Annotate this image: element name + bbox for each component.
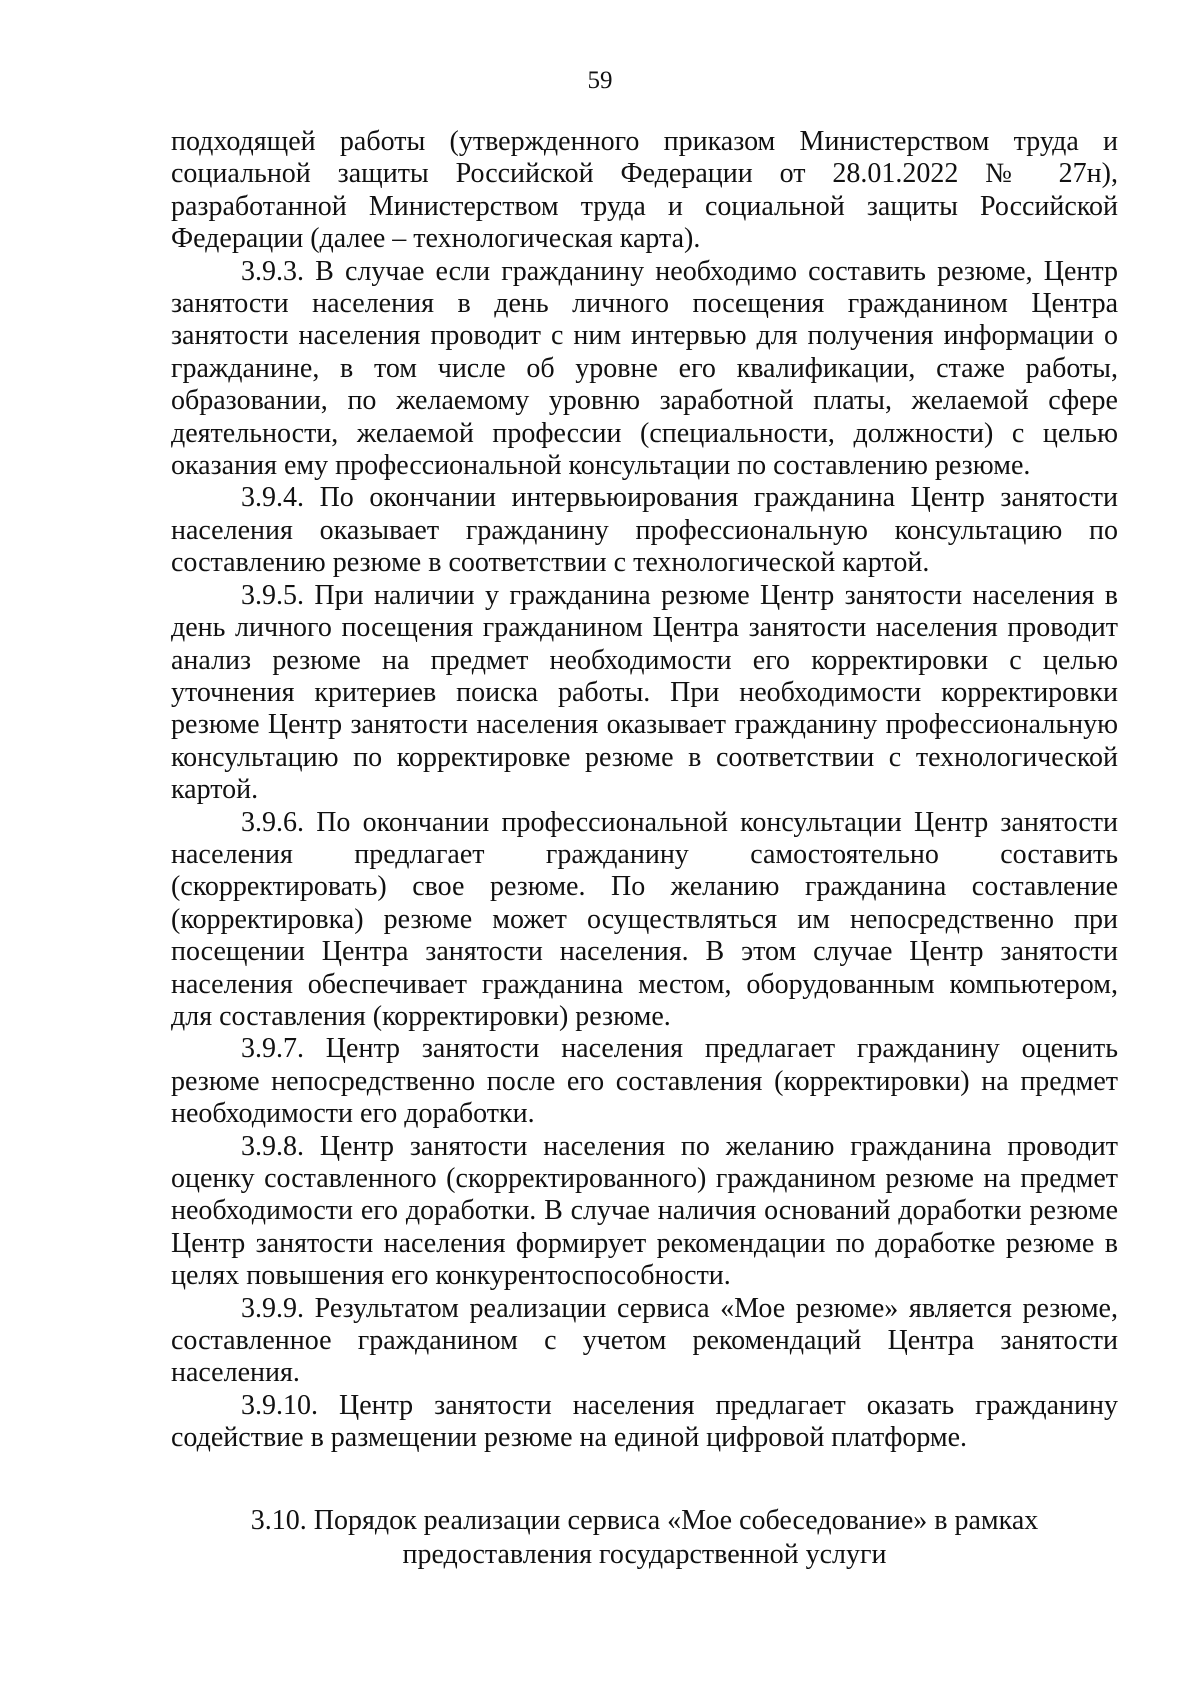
page-number: 59 [587,67,613,94]
paragraph-3-9-9: 3.9.9. Результатом реализации сервиса «Мое резюме» является резюме, составленное гражданином с учетом рекомендаций Центра занятости населения. [171,1292,1118,1389]
section-heading-3-10 [171,1504,1118,1572]
section-heading-line-1: 3.10. Порядок реализации сервиса «Мое собеседование» в рамках [250,1505,1039,1536]
paragraph-3-9-7: 3.9.7. Центр занятости населения предлагает гражданину оценить резюме непосредственно после его составления (корректировки) на предмет необходимости его доработки. [171,1033,1118,1130]
paragraph-3-9-6: 3.9.6. По окончании профессиональной консультации Центр занятости населения предлагает гражданину самостоятельно составить (скорректировать) свое резюме. По желанию гражданина составление (корректировка) резюме может осуществляться им непосредственно при посещении Центра занятости населения. В этом случае Центр занятости населения обеспечивает гражданина местом, оборудованным компьютером, для составления (корректировки) резюме. [171,806,1118,1032]
paragraph-3-9-5: 3.9.5. При наличии у гражданина резюме Центр занятости населения в день личного посещения гражданином Центра занятости населения проводит анализ резюме на предмет необходимости его корректировки с целью уточнения критериев поиска работы. При необходимости корректировки резюме Центр занятости населения оказывает гражданину профессиональную консультацию по корректировке резюме в соответствии с технологической картой. [171,579,1118,806]
paragraph-3-9-10: 3.9.10. Центр занятости населения предлагает оказать гражданину содействие в размещении резюме на единой цифровой платформе. [171,1389,1118,1454]
document-body [171,126,1118,1455]
paragraph-3-9-4: 3.9.4. По окончании интервьюирования гражданина Центр занятости населения оказывает гражданину профессиональную консультацию по составлению резюме в соответствии с технологической картой. [171,482,1118,579]
paragraph-3-9-8: 3.9.8. Центр занятости населения по желанию гражданина проводит оценку составленного (скорректированного) гражданином резюме на предмет необходимости его доработки. В случае наличия оснований доработки резюме Центр занятости населения формирует рекомендации по доработке резюме в целях повышения его конкурентоспособности. [171,1130,1118,1292]
section-heading-line-2: предоставления государственной услуги [402,1539,887,1570]
paragraph-3-9-3: 3.9.3. В случае если гражданину необходимо составить резюме, Центр занятости населения в день личного посещения гражданином Центра занятости населения проводит с ним интервью для получения информации о гражданине, в том числе об уровне его квалификации, стаже работы, образовании, по желаемому уровню заработной платы, желаемой сфере деятельности, желаемой профессии (специальности, должности) с целью оказания ему профессиональной консультации по составлению резюме. [171,255,1118,482]
paragraph-continuation: подходящей работы (утвержденного приказом Министерством труда и социальной защиты Российской Федерации от 28.01.2022 № 27н), разработанной Министерством труда и социальной защиты Российской Федерации (далее – технологическая карта). [171,126,1118,255]
